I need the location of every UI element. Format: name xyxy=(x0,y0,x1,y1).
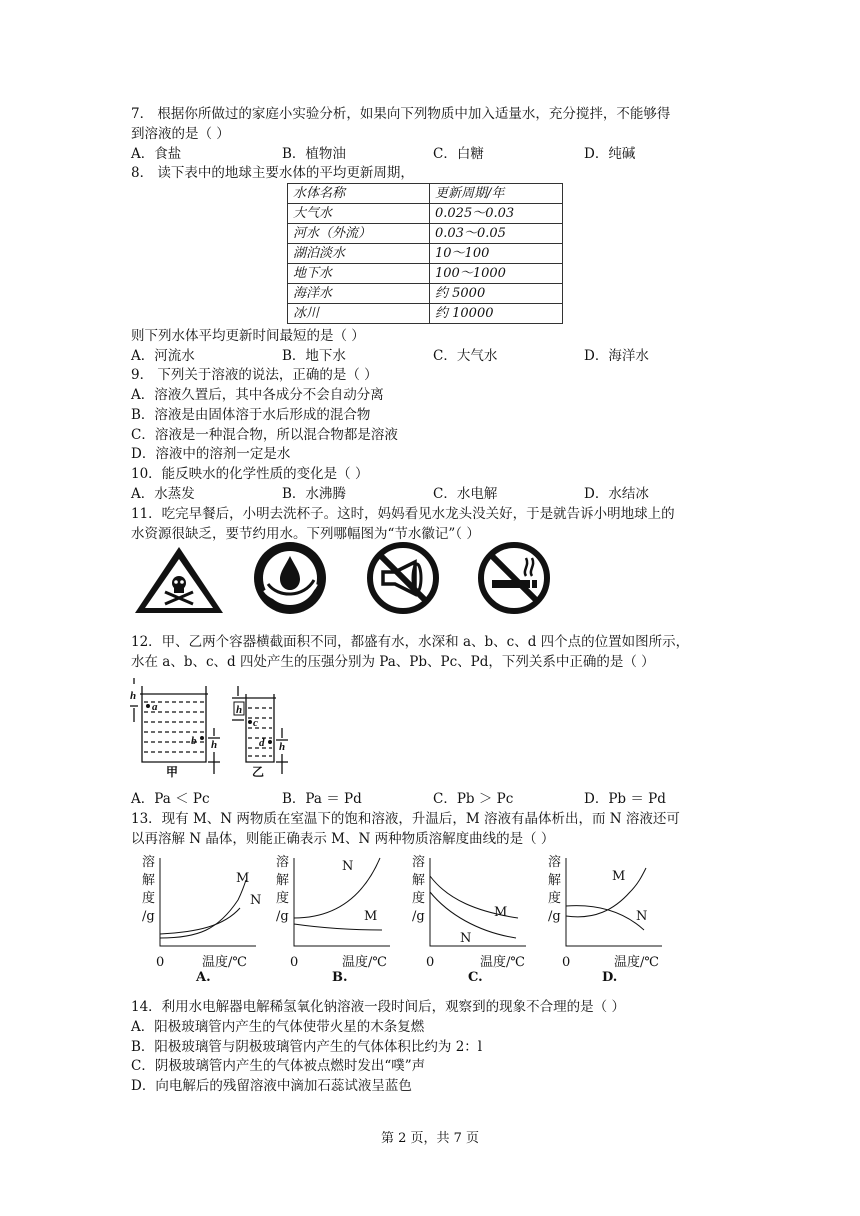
q13-stem-line1: 13．现有 M、N 两物质在室温下的饱和溶液，升温后，M 溶液有晶体析出，而 N 溶液还可 xyxy=(131,811,680,827)
q14-option-c: C．阴极玻璃管内产生的气体被点燃时发出“噗”声 xyxy=(131,1058,426,1074)
x-axis-label: 温度/℃ xyxy=(202,955,247,970)
q9-option-a: A．溶液久置后，其中各成分不会自动分离 xyxy=(131,387,384,403)
diagram-label-h: h xyxy=(279,741,286,753)
x-axis-label: 温度/℃ xyxy=(480,955,525,970)
origin-label: 0 xyxy=(290,955,299,970)
table-cell: 100～1000 xyxy=(430,264,563,284)
q11-stem-line2: 水资源很缺乏，要节约用水。下列哪幅图为“节水徽记”（ ） xyxy=(131,526,480,542)
q12-option-a: A．Pa ＜ Pc xyxy=(131,791,210,807)
y-axis-label: /g xyxy=(276,909,289,924)
series-label-n: N xyxy=(250,893,262,908)
container-label-yi: 乙 xyxy=(252,765,265,779)
q7-stem-line1: 7． 根据你所做过的家庭小实验分析，如果向下列物质中加入适量水，充分搅拌，不能够得 xyxy=(131,106,671,122)
water-saving-emblem-icon xyxy=(252,540,328,616)
table-header: 更新周期/年 xyxy=(430,184,563,204)
q8-question: 则下列水体平均更新时间最短的是（ ） xyxy=(131,328,365,344)
point-label-d: d xyxy=(259,737,265,749)
q9-option-d: D．溶液中的溶剂一定是水 xyxy=(131,446,291,462)
y-axis-label: /g xyxy=(142,909,155,924)
table-row xyxy=(288,204,563,224)
q12-stem-line2: 水在 a、b、c、d 四处产生的压强分别为 Pa、Pb、Pc、Pd，下列关系中正确的是（ ） xyxy=(131,654,655,670)
y-axis-label: /g xyxy=(412,909,425,924)
series-label-m: M xyxy=(494,905,508,920)
origin-label: 0 xyxy=(156,955,165,970)
y-axis-label: 度 xyxy=(142,891,156,906)
point-label-a: a xyxy=(152,701,158,713)
graph-caption-d: D. xyxy=(602,970,618,985)
q10-option-d: D．水结冰 xyxy=(584,486,649,502)
q10-option-a: A．水蒸发 xyxy=(131,486,195,502)
table-row xyxy=(288,264,563,284)
poison-warning-sign-icon xyxy=(133,545,225,615)
table-header-row xyxy=(288,184,563,204)
table-cell: 0.03～0.05 xyxy=(430,224,563,244)
table-cell: 约 10000 xyxy=(430,304,563,324)
q7-option-d: D．纯碱 xyxy=(584,146,636,162)
q8-option-b: B．地下水 xyxy=(282,348,346,364)
series-label-m: M xyxy=(236,871,250,886)
q9-stem: 9． 下列关于溶液的说法，正确的是（ ） xyxy=(131,367,378,383)
y-axis-label: 度 xyxy=(276,891,290,906)
q7-option-c: C．白糖 xyxy=(433,146,484,162)
y-axis-label: 解 xyxy=(548,873,562,888)
water-renewal-table xyxy=(287,183,563,324)
diagram-label-h: h xyxy=(236,704,243,716)
series-label-n: N xyxy=(460,931,472,946)
y-axis-label: /g xyxy=(548,909,561,924)
q10-option-b: B．水沸腾 xyxy=(282,486,346,502)
q12-option-b: B．Pa ＝ Pd xyxy=(282,791,362,807)
q9-option-b: B．溶液是由固体溶于水后形成的混合物 xyxy=(131,407,371,423)
y-axis-label: 度 xyxy=(548,891,562,906)
solubility-graph-d xyxy=(544,850,670,976)
q10-option-c: C．水电解 xyxy=(433,486,498,502)
q7-stem-line2: 到溶液的是（ ） xyxy=(131,126,230,142)
solubility-graph-c xyxy=(408,850,534,976)
y-axis-label: 溶 xyxy=(412,855,426,870)
y-axis-label: 溶 xyxy=(548,855,562,870)
q10-stem: 10．能反映水的化学性质的变化是（ ） xyxy=(131,466,369,482)
series-label-n: N xyxy=(342,859,354,874)
table-cell: 地下水 xyxy=(288,264,430,284)
containers-pressure-diagram xyxy=(128,676,298,780)
x-axis-label: 温度/℃ xyxy=(342,955,387,970)
q13-stem-line2: 以再溶解 N 晶体，则能正确表示 M、N 两种物质溶解度曲线的是（ ） xyxy=(131,831,555,847)
origin-label: 0 xyxy=(426,955,435,970)
graph-caption-a: A. xyxy=(196,970,211,985)
table-cell: 海洋水 xyxy=(288,284,430,304)
q8-stem: 8． 读下表中的地球主要水体的平均更新周期， xyxy=(131,165,414,181)
page-number-footer: 第 2 页，共 7 页 xyxy=(380,1131,480,1146)
y-axis-label: 解 xyxy=(412,873,426,888)
diagram-label-h: h xyxy=(211,739,218,751)
table-header: 水体名称 xyxy=(288,184,430,204)
q7-option-b: B．植物油 xyxy=(282,146,346,162)
y-axis-label: 解 xyxy=(276,873,290,888)
q14-option-b: B．阳极玻璃管与阴极玻璃管内产生的气体体积比约为 2：l xyxy=(131,1039,483,1055)
q12-option-c: C．Pb ＞ Pc xyxy=(433,791,514,807)
q12-stem-line1: 12．甲、乙两个容器横截面积不同，都盛有水，水深和 a、b、c、d 四个点的位置如图所示， xyxy=(131,634,690,650)
table-row xyxy=(288,284,563,304)
solubility-graph-b xyxy=(272,850,398,976)
q9-option-c: C．溶液是一种混合物，所以混合物都是溶液 xyxy=(131,427,398,443)
y-axis-label: 溶 xyxy=(142,855,156,870)
q7-option-a: A．食盐 xyxy=(131,146,182,162)
table-cell: 湖泊淡水 xyxy=(288,244,430,264)
q11-stem-line1: 11．吃完早餐后，小明去洗杯子。这时，妈妈看见水龙头没关好，于是就告诉小明地球上的 xyxy=(131,506,675,522)
point-label-b: b xyxy=(191,735,197,747)
q14-option-a: A．阳极玻璃管内产生的气体使带火星的木条复燃 xyxy=(131,1019,425,1035)
solubility-graph-a xyxy=(138,850,264,976)
q8-option-a: A．河流水 xyxy=(131,348,195,364)
graph-caption-b: B. xyxy=(332,970,348,985)
q12-option-d: D．Pb ＝ Pd xyxy=(584,791,666,807)
series-label-n: N xyxy=(636,909,648,924)
table-row xyxy=(288,304,563,324)
q14-option-d: D．向电解后的残留溶液中滴加石蕊试液呈蓝色 xyxy=(131,1078,412,1094)
table-cell: 约 5000 xyxy=(430,284,563,304)
series-label-m: M xyxy=(612,869,626,884)
table-cell: 河水（外流） xyxy=(288,224,430,244)
table-cell: 大气水 xyxy=(288,204,430,224)
graph-caption-c: C. xyxy=(468,970,483,985)
container-label-jia: 甲 xyxy=(166,765,179,779)
table-row xyxy=(288,224,563,244)
table-cell: 10～100 xyxy=(430,244,563,264)
table-cell: 冰川 xyxy=(288,304,430,324)
table-row xyxy=(288,244,563,264)
y-axis-label: 溶 xyxy=(276,855,290,870)
table-cell: 0.025～0.03 xyxy=(430,204,563,224)
q8-option-c: C．大气水 xyxy=(433,348,498,364)
origin-label: 0 xyxy=(562,955,571,970)
y-axis-label: 解 xyxy=(142,873,156,888)
x-axis-label: 温度/℃ xyxy=(614,955,659,970)
y-axis-label: 度 xyxy=(412,891,426,906)
diagram-label-h: h xyxy=(130,690,137,702)
point-label-c: c xyxy=(253,717,258,729)
q14-stem: 14．利用水电解器电解稀氢氧化钠溶液一段时间后，观察到的现象不合理的是（ ） xyxy=(131,999,625,1015)
no-smoking-sign-icon xyxy=(476,540,552,616)
q8-option-d: D．海洋水 xyxy=(584,348,649,364)
no-horn-sign-icon xyxy=(365,540,441,616)
series-label-m: M xyxy=(364,909,378,924)
